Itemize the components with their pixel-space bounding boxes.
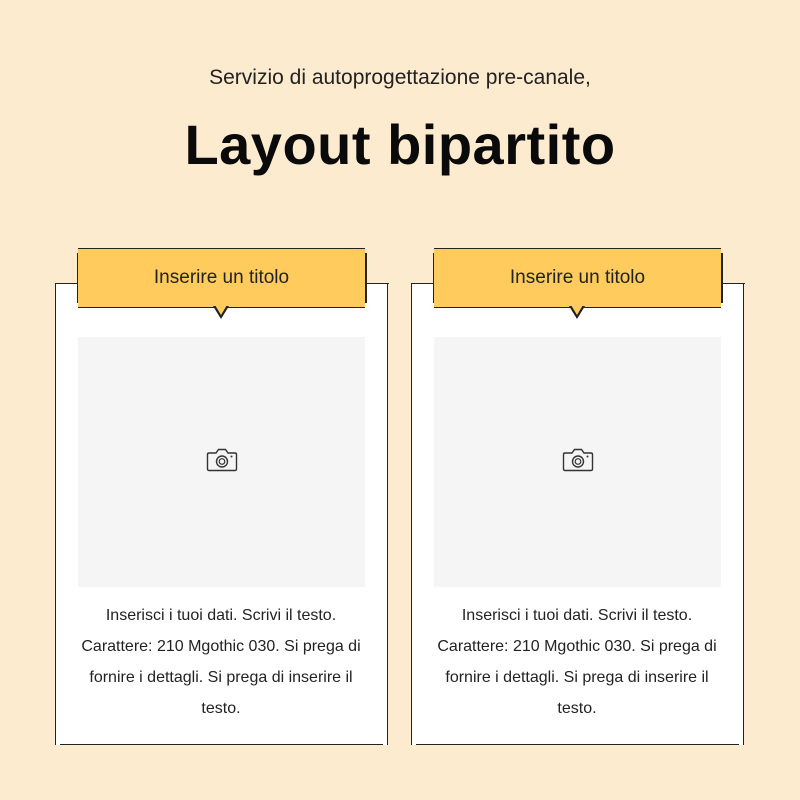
card-title-banner[interactable] [434,248,721,308]
card-title-banner[interactable] [78,248,365,308]
image-placeholder[interactable] [78,337,365,587]
camera-icon [562,447,594,478]
card-bottom-border [416,744,739,745]
card-title: Inserire un titolo [153,267,290,288]
card-title: Inserire un titolo [509,267,646,288]
card-description: Inserisci i tuoi dati. Scrivi il testo. Carattere: 210 Mgothic 030. Si prega di fornire i dettagli. Si prega di inserire il testo. [437,607,717,717]
card-bottom-border [60,744,383,745]
camera-icon [206,447,238,478]
image-placeholder[interactable] [434,337,721,587]
page-title: Layout bipartito [184,113,616,176]
banner-pointer [569,306,585,319]
page-subtitle: Servizio di autoprogettazione pre-canale, [209,66,591,89]
card-description: Inserisci i tuoi dati. Scrivi il testo. Carattere: 210 Mgothic 030. Si prega di fornire i dettagli. Si prega di inserire il testo. [81,607,361,717]
banner-pointer [213,306,229,319]
